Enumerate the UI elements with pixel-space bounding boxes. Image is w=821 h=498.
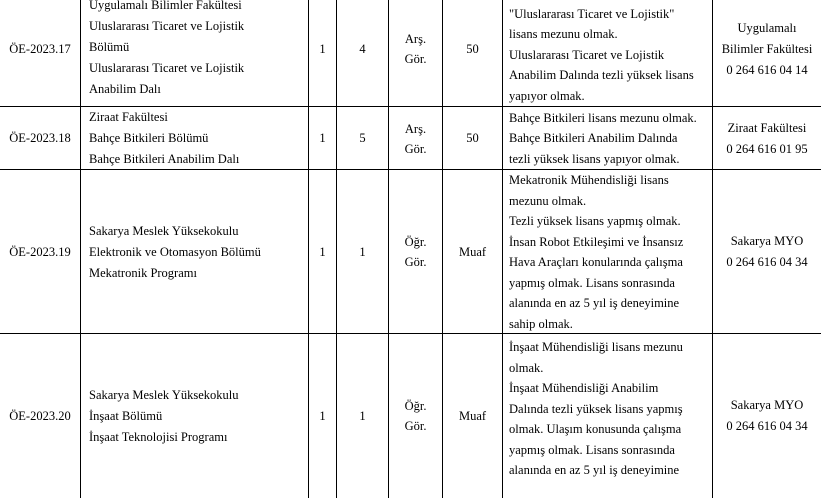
contact-info: Sakarya MYO 0 264 616 04 34	[712, 170, 821, 334]
ales-score: 50	[442, 0, 502, 106]
requirements: "Uluslararası Ticaret ve Lojistik" lisans mezunu olmak. Uluslararası Ticaret ve Lojistik Anabilim Dalında tezli yüksek lisans yapıyor olmak.	[502, 0, 712, 106]
contact-info: Sakarya MYO 0 264 616 04 34	[712, 334, 821, 498]
position-code: ÖE-2023.19	[9, 244, 71, 259]
unit-name: Ziraat Fakültesi Bahçe Bitkileri Bölümü Bahçe Bitkileri Anabilim Dalı	[80, 107, 308, 170]
position-code: ÖE-2023.17	[9, 41, 71, 56]
position-code: ÖE-2023.18	[9, 131, 71, 145]
unit-name: Sakarya Meslek Yüksekokulu Elektronik ve Otomasyon Bölümü Mekatronik Programı	[80, 170, 308, 334]
requirements: Mekatronik Mühendisliği lisans mezunu olmak. Tezli yüksek lisans yapmış olmak. İnsan Robot Etkileşimi ve İnsansız Hava Araçları konularında çalışma yapmış olmak. Lisans sonrasında alanında en az 5 yıl iş deneyimine sahip olmak.	[502, 170, 712, 334]
position-code: ÖE-2023.20	[9, 408, 71, 423]
contact-info: Uygulamalı Bilimler Fakültesi 0 264 616 04 14	[712, 0, 821, 106]
position-title: Öğr. Gör.	[388, 170, 442, 334]
table-row	[0, 333, 821, 498]
position-count: 1	[308, 170, 336, 334]
position-title: Arş. Gör.	[388, 0, 442, 106]
position-title: Arş. Gör.	[388, 107, 442, 170]
requirements: Bahçe Bitkileri lisans mezunu olmak. Bahçe Bitkileri Anabilim Dalında tezli yüksek lisans yapıyor olmak.	[502, 107, 712, 170]
table-row	[0, 169, 821, 334]
contact-info: Ziraat Fakültesi 0 264 616 01 95	[712, 107, 821, 170]
position-degree: 1	[336, 334, 388, 498]
ales-score: 50	[442, 107, 502, 170]
position-degree: 5	[336, 107, 388, 170]
requirements: İnşaat Mühendisliği lisans mezunu olmak. İnşaat Mühendisliği Anabilim Dalında tezli yüksek lisans yapmış olmak. Ulaşım konusunda çalışma yapmış olmak. Lisans sonrasında alanında en az 5 yıl iş deneyimine	[502, 334, 712, 498]
position-title: Öğr. Gör.	[388, 334, 442, 498]
position-count: 1	[308, 334, 336, 498]
unit-name: Uygulamalı Bilimler Fakültesi Uluslararası Ticaret ve Lojistik Bölümü Uluslararası Ticaret ve Lojistik Anabilim Dalı	[80, 0, 308, 106]
table-row	[0, 106, 821, 170]
ales-score: Muaf	[442, 170, 502, 334]
position-degree: 4	[336, 0, 388, 106]
position-degree: 1	[336, 170, 388, 334]
ales-score: Muaf	[442, 334, 502, 498]
table-row	[0, 0, 821, 106]
position-count: 1	[308, 0, 336, 106]
position-count: 1	[308, 107, 336, 170]
unit-name: Sakarya Meslek Yüksekokulu İnşaat Bölümü İnşaat Teknolojisi Programı	[80, 334, 308, 498]
